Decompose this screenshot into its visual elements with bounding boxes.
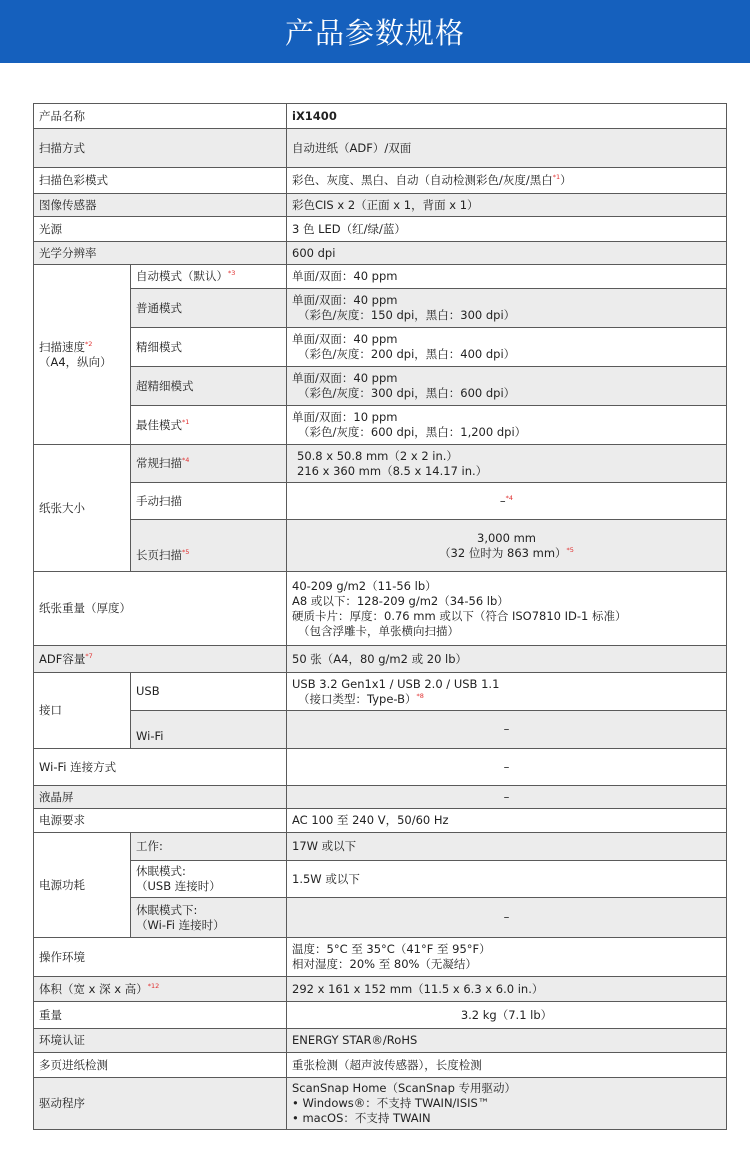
spec-sublabel: 手动扫描 — [131, 483, 287, 520]
spec-label: 接口 — [34, 673, 131, 749]
spec-sublabel: 普通模式 — [131, 289, 287, 328]
spec-value: 3 色 LED（红/绿/蓝） — [287, 217, 727, 242]
spec-value: 3.2 kg（7.1 lb） — [287, 1002, 727, 1029]
spec-label: 多页进纸检测 — [34, 1053, 287, 1078]
table-row — [34, 265, 727, 289]
spec-label: 扫描速度$^{*2}$ （A4，纵向） — [34, 265, 131, 445]
spec-value: USB 3.2 Gen1x1 / USB 2.0 / USB 1.1 （接口类型：Type-B）$^{*8}$ — [287, 673, 727, 711]
footnote-mark: *4 — [505, 493, 514, 502]
table-row — [34, 194, 727, 217]
footnote-mark: *5 — [182, 548, 190, 557]
table-row — [34, 1002, 727, 1029]
table-row — [34, 104, 727, 129]
table-row — [34, 1029, 727, 1053]
spec-sublabel: 休眠模式: （USB 连接时） — [131, 861, 287, 898]
footnote-mark: *2 — [85, 339, 93, 348]
table-row — [34, 898, 727, 938]
spec-value: 自动进纸（ADF）/双面 — [287, 129, 727, 168]
spec-value: AC 100 至 240 V，50/60 Hz — [287, 809, 727, 833]
footnote-mark: *7 — [85, 651, 93, 660]
table-row — [34, 786, 727, 809]
spec-value: 292 x 161 x 152 mm（11.5 x 6.3 x 6.0 in.） — [287, 977, 727, 1002]
spec-sublabel: 常规扫描$^{*4}$ — [131, 445, 287, 483]
footnote-mark: *5 — [566, 545, 574, 554]
spec-label: ADF容量$^{*7}$ — [34, 646, 287, 673]
table-row — [34, 809, 727, 833]
table-row — [34, 833, 727, 861]
footnote-mark: *3 — [228, 269, 236, 278]
spec-label: 光学分辨率 — [34, 242, 287, 265]
spec-label: 扫描方式 — [34, 129, 287, 168]
footnote-mark: *12 — [147, 981, 160, 990]
footnote-mark: *1 — [552, 173, 561, 182]
spec-label: 纸张重量（厚度） — [34, 572, 287, 646]
spec-sublabel: 工作: — [131, 833, 287, 861]
spec-value: 温度：5°C 至 35°C（41°F 至 95°F） 相对湿度：20% 至 80%（无凝结） — [287, 938, 727, 977]
spec-label: 电源要求 — [34, 809, 287, 833]
footnote-mark: *8 — [416, 691, 424, 700]
spec-label: 驱动程序 — [34, 1078, 287, 1130]
spec-value: 50.8 x 50.8 mm（2 x 2 in.） 216 x 360 mm（8.5 x 14.17 in.） — [287, 445, 727, 483]
spec-label: 产品名称 — [34, 104, 287, 129]
page-banner — [0, 0, 750, 63]
spec-value: – — [287, 786, 727, 809]
table-row — [34, 289, 727, 328]
table-row — [34, 1078, 727, 1130]
spec-value: 50 张（A4，80 g/m2 或 20 lb） — [287, 646, 727, 673]
table-row — [34, 483, 727, 520]
table-row — [34, 129, 727, 168]
spec-value: 彩色、灰度、黑白、自动（自动检测彩色/灰度/黑白$^{*1}$） — [287, 168, 727, 194]
table-row — [34, 406, 727, 445]
table-row — [34, 861, 727, 898]
table-row — [34, 520, 727, 572]
spec-label: 电源功耗 — [34, 833, 131, 938]
spec-label: 图像传感器 — [34, 194, 287, 217]
spec-value: ScanSnap Home（ScanSnap 专用驱动） • Windows®：不支持 TWAIN/ISIS™ • macOS：不支持 TWAIN — [287, 1078, 727, 1130]
table-row — [34, 168, 727, 194]
spec-sublabel: Wi-Fi — [131, 711, 287, 749]
table-row — [34, 217, 727, 242]
spec-value: –$^{*4}$ — [287, 483, 727, 520]
spec-label: 扫描色彩模式 — [34, 168, 287, 194]
spec-value: 17W 或以下 — [287, 833, 727, 861]
spec-label: 光源 — [34, 217, 287, 242]
spec-value: 单面/双面：40 ppm （彩色/灰度：200 dpi，黑白：400 dpi） — [287, 328, 727, 367]
table-row — [34, 242, 727, 265]
spec-value: 单面/双面：10 ppm （彩色/灰度：600 dpi，黑白：1,200 dpi） — [287, 406, 727, 445]
spec-label: 环境认证 — [34, 1029, 287, 1053]
spec-label: Wi-Fi 连接方式 — [34, 749, 287, 786]
spec-table — [33, 103, 727, 1130]
spec-value: 单面/双面：40 ppm （彩色/灰度：300 dpi，黑白：600 dpi） — [287, 367, 727, 406]
spec-value: iX1400 — [287, 104, 727, 129]
table-row — [34, 572, 727, 646]
spec-value: 单面/双面：40 ppm — [287, 265, 727, 289]
spec-sublabel: 最佳模式$^{*1}$ — [131, 406, 287, 445]
spec-value: 1.5W 或以下 — [287, 861, 727, 898]
spec-value: 重张检测（超声波传感器），长度检测 — [287, 1053, 727, 1078]
table-row — [34, 445, 727, 483]
table-row — [34, 749, 727, 786]
page-title: 产品参数规格 — [284, 16, 465, 50]
spec-value: 单面/双面：40 ppm （彩色/灰度：150 dpi，黑白：300 dpi） — [287, 289, 727, 328]
spec-label: 操作环境 — [34, 938, 287, 977]
table-row — [34, 1053, 727, 1078]
spec-label: 体积（宽 x 深 x 高）$^{*12}$ — [34, 977, 287, 1002]
spec-value: 600 dpi — [287, 242, 727, 265]
table-row — [34, 977, 727, 1002]
table-row — [34, 938, 727, 977]
spec-sublabel: 超精细模式 — [131, 367, 287, 406]
spec-sublabel: 自动模式（默认）$^{*3}$ — [131, 265, 287, 289]
spec-label: 纸张大小 — [34, 445, 131, 572]
spec-sublabel: USB — [131, 673, 287, 711]
footnote-mark: *1 — [182, 417, 190, 426]
spec-sublabel: 精细模式 — [131, 328, 287, 367]
spec-value: ENERGY STAR®/RoHS — [287, 1029, 727, 1053]
footnote-mark: *4 — [182, 456, 190, 465]
table-row — [34, 328, 727, 367]
table-row — [34, 367, 727, 406]
table-row — [34, 646, 727, 673]
table-row — [34, 711, 727, 749]
spec-value: 3,000 mm （32 位时为 863 mm）$^{*5}$ — [287, 520, 727, 572]
spec-value: 40-209 g/m2（11-56 lb） A8 或以下：128-209 g/m2（34-56 lb） 硬质卡片：厚度：0.76 mm 或以下（符合 ISO7810 ID-1 标准） （包含浮雕卡，单张横向扫描） — [287, 572, 727, 646]
spec-label: 重量 — [34, 1002, 287, 1029]
spec-value: 彩色CIS x 2（正面 x 1，背面 x 1） — [287, 194, 727, 217]
spec-value: – — [287, 749, 727, 786]
spec-sublabel: 休眠模式下: （Wi-Fi 连接时） — [131, 898, 287, 938]
spec-value: – — [287, 711, 727, 749]
spec-sublabel: 长页扫描$^{*5}$ — [131, 520, 287, 572]
spec-label: 液晶屏 — [34, 786, 287, 809]
table-row — [34, 673, 727, 711]
spec-value: – — [287, 898, 727, 938]
